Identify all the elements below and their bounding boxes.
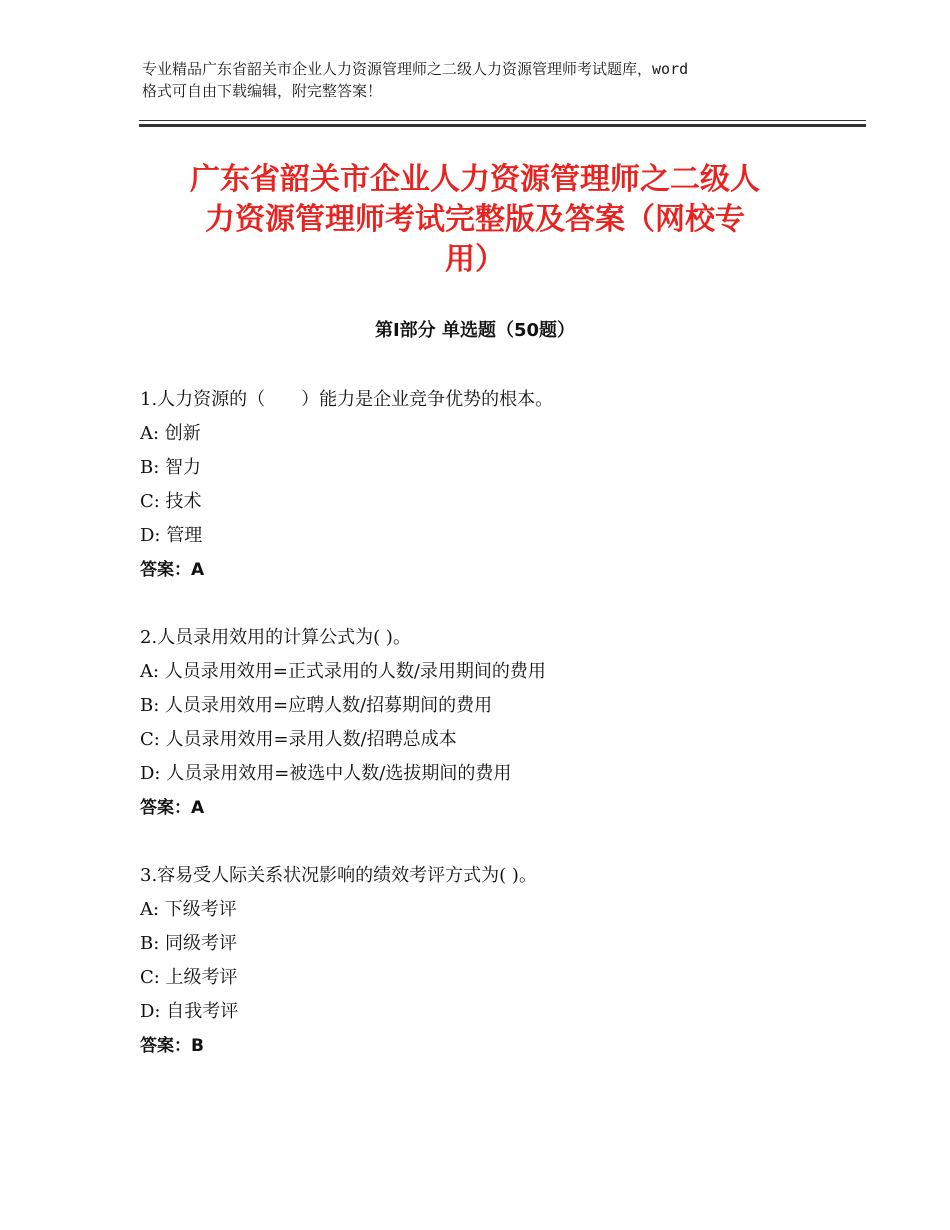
question-list <box>140 383 860 1097</box>
answer-label: 答案：A <box>140 560 205 580</box>
question-stem: 2.人员录用效用的计算公式为( )。 <box>140 627 411 648</box>
title-line-1: 广东省韶关市企业人力资源管理师之二级人 <box>190 162 760 197</box>
option-d: D: 自我考评 <box>140 1001 239 1022</box>
question-stem: 1.人力资源的（ ）能力是企业竞争优势的根本。 <box>140 389 554 410</box>
answer-label: 答案：B <box>140 1036 204 1056</box>
question-2 <box>140 621 860 825</box>
header-note-line-1: 专业精品广东省韶关市企业人力资源管理师之二级人力资源管理师考试题库，word <box>142 60 689 78</box>
header-divider-top <box>139 120 866 121</box>
question-1 <box>140 383 860 587</box>
header-divider-bottom <box>139 124 866 127</box>
option-b: B: 智力 <box>140 457 202 478</box>
option-d: D: 管理 <box>140 525 203 546</box>
section-title: 第Ⅰ部分 单选题（50题） <box>374 320 575 341</box>
option-c: C: 技术 <box>140 491 202 512</box>
question-stem: 3.容易受人际关系状况影响的绩效考评方式为( )。 <box>140 865 537 886</box>
option-a: A: 下级考评 <box>140 899 237 920</box>
title-line-3: 用） <box>445 242 505 277</box>
option-a: A: 人员录用效用=正式录用的人数/录用期间的费用 <box>140 661 546 682</box>
option-c: C: 上级考评 <box>140 967 238 988</box>
question-3 <box>140 859 860 1063</box>
title-line-2: 力资源管理师考试完整版及答案（网校专 <box>205 202 745 237</box>
option-c: C: 人员录用效用=录用人数/招聘总成本 <box>140 729 457 750</box>
option-d: D: 人员录用效用=被选中人数/选拔期间的费用 <box>140 763 512 784</box>
option-b: B: 人员录用效用=应聘人数/招募期间的费用 <box>140 695 493 716</box>
document-title <box>140 160 810 280</box>
header-note-line-2: 格式可自由下载编辑，附完整答案！ <box>142 82 383 100</box>
option-a: A: 创新 <box>140 423 201 444</box>
option-b: B: 同级考评 <box>140 933 238 954</box>
answer-label: 答案：A <box>140 798 205 818</box>
header-note <box>142 58 842 102</box>
